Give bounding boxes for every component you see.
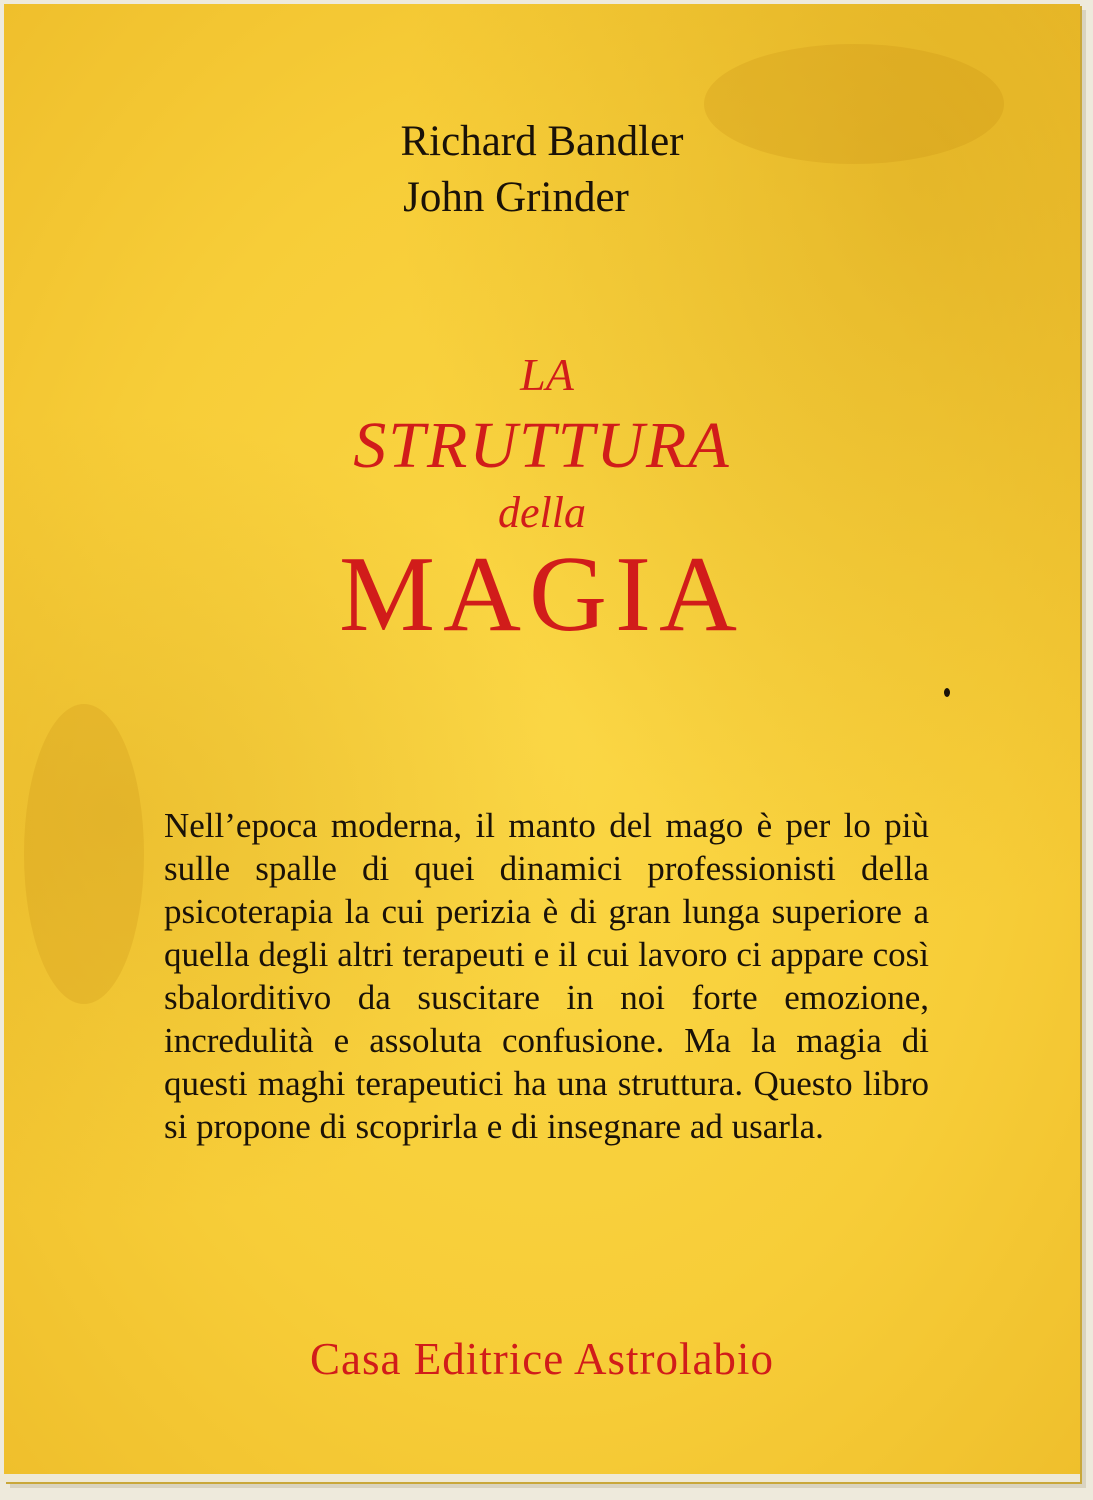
book-title xyxy=(4,349,1080,655)
title-line-magia: MAGIA xyxy=(339,535,745,654)
book-cover xyxy=(4,4,1080,1482)
author-name: John Grinder xyxy=(403,174,629,221)
paper-stain xyxy=(24,704,144,1004)
ink-speck xyxy=(944,688,950,697)
title-line-della: della xyxy=(498,488,586,537)
publisher-name: Casa Editrice Astrolabio xyxy=(310,1334,774,1384)
cover-blurb: Nell’epoca moderna, il manto del mago è per lo più sulle spalle di quei dinamici professionisti della psicoterapia la cui perizia è di gran lunga superiore a quella degli altri terapeuti e il cui lavoro ci appare così sbalorditivo da suscitare in noi forte emozione, incredulità e assoluta confusione. Ma la magia di questi maghi terapeutici ha una struttura. Questo libro si propone di scoprirla e di insegnare ad usarla. xyxy=(164,806,929,1146)
author-name: Richard Bandler xyxy=(400,118,684,165)
authors-block xyxy=(4,114,1080,226)
cover-bottom-edge xyxy=(0,1474,1080,1482)
title-line-struttura: STRUTTURA xyxy=(353,409,731,482)
title-line-la: LA xyxy=(520,349,574,400)
